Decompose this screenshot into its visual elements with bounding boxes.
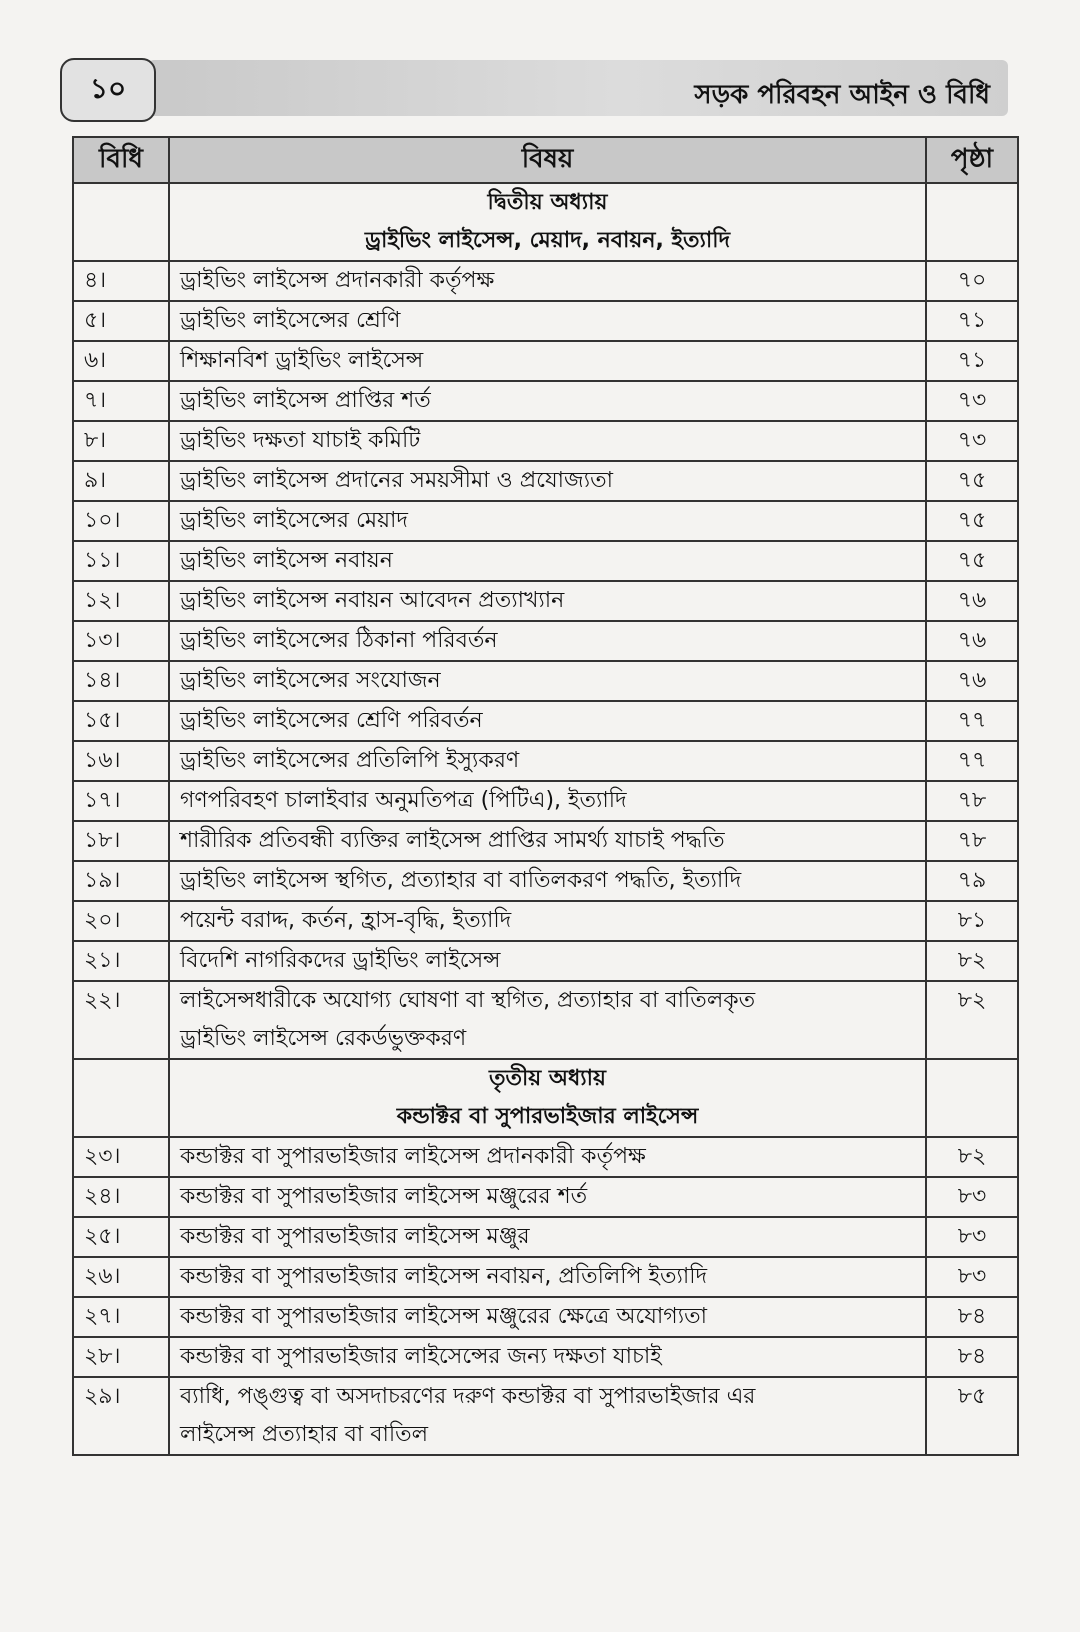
table-row [73, 421, 1018, 461]
subject-cell [169, 1177, 926, 1217]
subject-cell [169, 1377, 926, 1455]
chapter-title-cell [169, 1059, 926, 1137]
subject-cell [169, 381, 926, 421]
table-row [73, 261, 1018, 301]
subject-cell [169, 581, 926, 621]
subject-text: কন্ডাক্টর বা সুপারভাইজার লাইসেন্স প্রদানকারী কর্তৃপক্ষ [180, 1143, 646, 1169]
subject-text: ড্রাইভিং লাইসেন্স নবায়ন আবেদন প্রত্যাখ্যান [180, 587, 565, 613]
rule-number: ১৭। [73, 781, 169, 821]
chapter-page-cell [926, 183, 1018, 261]
subject-text: ড্রাইভিং লাইসেন্সের শ্রেণি [180, 307, 401, 333]
rule-number: ২৪। [73, 1177, 169, 1217]
chapter-header-row [73, 1059, 1018, 1137]
subject-text: ড্রাইভিং লাইসেন্সের সংযোজন [180, 667, 441, 693]
rule-number: ২৯। [73, 1377, 169, 1455]
subject-cell [169, 621, 926, 661]
subject-text: গণপরিবহণ চালাইবার অনুমতিপত্র (পিটিএ), ইত্যাদি [180, 787, 627, 813]
subject-cell [169, 1217, 926, 1257]
page-number-cell: ৭৮ [926, 821, 1018, 861]
chapter-number: তৃতীয় অধ্যায় [488, 1066, 607, 1091]
subject-cell [169, 541, 926, 581]
subject-cell [169, 741, 926, 781]
subject-text: শারীরিক প্রতিবন্ধী ব্যক্তির লাইসেন্স প্রাপ্তির সামর্থ্য যাচাই পদ্ধতি [180, 827, 725, 853]
rule-number: ৮। [73, 421, 169, 461]
page-number-cell: ৭০ [926, 261, 1018, 301]
subject-cell [169, 941, 926, 981]
table-row [73, 861, 1018, 901]
subject-cell [169, 1297, 926, 1337]
rule-number: ১২। [73, 581, 169, 621]
subject-cell [169, 781, 926, 821]
subject-cell [169, 821, 926, 861]
table-row [73, 501, 1018, 541]
chapter-rule-cell [73, 183, 169, 261]
subject-cell [169, 981, 926, 1059]
table-row [73, 461, 1018, 501]
table-row [73, 381, 1018, 421]
book-title: সড়ক পরিবহন আইন ও বিধি [694, 80, 990, 110]
rule-number: ১৯। [73, 861, 169, 901]
subject-cell [169, 1137, 926, 1177]
subject-cell [169, 1337, 926, 1377]
rule-number: ২৬। [73, 1257, 169, 1297]
subject-text: ড্রাইভিং লাইসেন্স প্রাপ্তির শর্ত [180, 387, 431, 413]
subject-cell [169, 701, 926, 741]
subject-text: ড্রাইভিং লাইসেন্সের মেয়াদ [180, 507, 408, 533]
subject-text: পয়েন্ট বরাদ্দ, কর্তন, হ্রাস-বৃদ্ধি, ইত্যাদি [180, 907, 512, 933]
column-header-page: পৃষ্ঠা [926, 137, 1018, 183]
rule-number: ৬। [73, 341, 169, 381]
subject-cell [169, 261, 926, 301]
subject-text: কন্ডাক্টর বা সুপারভাইজার লাইসেন্স মঞ্জুর [180, 1223, 530, 1249]
rule-number: ৯। [73, 461, 169, 501]
subject-text: ড্রাইভিং লাইসেন্সের ঠিকানা পরিবর্তন [180, 627, 498, 653]
chapter-header-row [73, 183, 1018, 261]
subject-text: ড্রাইভিং লাইসেন্স প্রদানকারী কর্তৃপক্ষ [180, 267, 495, 293]
subject-cell [169, 861, 926, 901]
table-header-row [73, 137, 1018, 183]
table-row [73, 341, 1018, 381]
subject-text-continued: ড্রাইভিং লাইসেন্স রেকর্ডভুক্তকরণ [180, 1026, 467, 1051]
subject-cell [169, 501, 926, 541]
page-number-cell: ৮৪ [926, 1297, 1018, 1337]
table-row [73, 661, 1018, 701]
subject-text: ড্রাইভিং লাইসেন্স নবায়ন [180, 547, 393, 573]
page-number-cell: ৮৪ [926, 1337, 1018, 1377]
page-number-cell: ৮৩ [926, 1217, 1018, 1257]
subject-cell [169, 1257, 926, 1297]
table-row [73, 581, 1018, 621]
table-row [73, 941, 1018, 981]
subject-text-continued: লাইসেন্স প্রত্যাহার বা বাতিল [180, 1422, 429, 1447]
subject-cell [169, 901, 926, 941]
page-number-cell: ৭৭ [926, 701, 1018, 741]
rule-number: ১৪। [73, 661, 169, 701]
subject-text: কন্ডাক্টর বা সুপারভাইজার লাইসেন্স নবায়ন, প্রতিলিপি ইত্যাদি [180, 1263, 708, 1289]
rule-number: ২৮। [73, 1337, 169, 1377]
table-row [73, 1337, 1018, 1377]
column-header-subject: বিষয় [169, 137, 926, 183]
subject-text: ড্রাইভিং লাইসেন্স স্থগিত, প্রত্যাহার বা বাতিলকরণ পদ্ধতি, ইত্যাদি [180, 867, 742, 893]
table-row [73, 1177, 1018, 1217]
subject-cell [169, 301, 926, 341]
subject-cell [169, 461, 926, 501]
page-number-cell: ৭৬ [926, 661, 1018, 701]
chapter-rule-cell [73, 1059, 169, 1137]
rule-number: ১৩। [73, 621, 169, 661]
rule-number: ২৫। [73, 1217, 169, 1257]
table-row [73, 1257, 1018, 1297]
subject-text: কন্ডাক্টর বা সুপারভাইজার লাইসেন্সের জন্য দক্ষতা যাচাই [180, 1343, 662, 1369]
rule-number: ২০। [73, 901, 169, 941]
table-row [73, 1297, 1018, 1337]
rule-number: ১৬। [73, 741, 169, 781]
subject-text: কন্ডাক্টর বা সুপারভাইজার লাইসেন্স মঞ্জুরের ক্ষেত্রে অযোগ্যতা [180, 1303, 707, 1329]
table-row [73, 1377, 1018, 1455]
table-row [73, 1137, 1018, 1177]
page-number: ১০ [60, 58, 156, 122]
page-number-cell: ৭১ [926, 341, 1018, 381]
page-number-cell: ৭৫ [926, 461, 1018, 501]
subject-text: ব্যাধি, পঙ্গুত্ব বা অসদাচরণের দরুণ কন্ডাক্টর বা সুপারভাইজার এর [180, 1384, 756, 1409]
subject-text: ড্রাইভিং লাইসেন্স প্রদানের সময়সীমা ও প্রযোজ্যতা [180, 467, 613, 493]
rule-number: ১১। [73, 541, 169, 581]
page-number-cell: ৭৮ [926, 781, 1018, 821]
subject-cell [169, 421, 926, 461]
table-row [73, 781, 1018, 821]
rule-number: ২১। [73, 941, 169, 981]
page-number-cell: ৭৩ [926, 381, 1018, 421]
page-number-cell: ৭৫ [926, 501, 1018, 541]
page-number-cell: ৮২ [926, 981, 1018, 1059]
subject-cell [169, 341, 926, 381]
page-number-cell: ৭৬ [926, 581, 1018, 621]
page-number-cell: ৮৩ [926, 1257, 1018, 1297]
column-header-rule: বিধি [73, 137, 169, 183]
rule-number: ৭। [73, 381, 169, 421]
rule-number: ৪। [73, 261, 169, 301]
page-number-cell: ৭৫ [926, 541, 1018, 581]
rule-number: ২৩। [73, 1137, 169, 1177]
subject-cell [169, 661, 926, 701]
page-number-cell: ৮৫ [926, 1377, 1018, 1455]
page-number-cell: ৭৯ [926, 861, 1018, 901]
table-row [73, 301, 1018, 341]
rule-number: ১৫। [73, 701, 169, 741]
subject-text: লাইসেন্সধারীকে অযোগ্য ঘোষণা বা স্থগিত, প্রত্যাহার বা বাতিলকৃত [180, 988, 756, 1013]
table-row [73, 821, 1018, 861]
page-number-cell: ৭৬ [926, 621, 1018, 661]
subject-text: ড্রাইভিং লাইসেন্সের প্রতিলিপি ইস্যুকরণ [180, 747, 520, 773]
rule-number: ১৮। [73, 821, 169, 861]
table-row [73, 701, 1018, 741]
table-row [73, 621, 1018, 661]
chapter-number: দ্বিতীয় অধ্যায় [487, 190, 608, 215]
chapter-title-cell [169, 183, 926, 261]
page-number-cell: ৭৩ [926, 421, 1018, 461]
table-row [73, 901, 1018, 941]
table-row [73, 981, 1018, 1059]
chapter-heading: ড্রাইভিং লাইসেন্স, মেয়াদ, নবায়ন, ইত্যাদি [364, 228, 731, 253]
page-number-cell: ৮৩ [926, 1177, 1018, 1217]
rule-number: ২৭। [73, 1297, 169, 1337]
table-row [73, 1217, 1018, 1257]
contents-body [73, 183, 1018, 1455]
subject-text: ড্রাইভিং লাইসেন্সের শ্রেণি পরিবর্তন [180, 707, 483, 733]
rule-number: ১০। [73, 501, 169, 541]
page-number-cell: ৭৭ [926, 741, 1018, 781]
page-number-cell: ৭১ [926, 301, 1018, 341]
chapter-page-cell [926, 1059, 1018, 1137]
page-number-cell: ৮২ [926, 1137, 1018, 1177]
subject-text: বিদেশি নাগরিকদের ড্রাইভিং লাইসেন্স [180, 947, 501, 973]
rule-number: ৫। [73, 301, 169, 341]
table-row [73, 541, 1018, 581]
subject-text: শিক্ষানবিশ ড্রাইভিং লাইসেন্স [180, 347, 424, 373]
page-number-cell: ৮২ [926, 941, 1018, 981]
page-number-cell: ৮১ [926, 901, 1018, 941]
table-row [73, 741, 1018, 781]
chapter-heading: কন্ডাক্টর বা সুপারভাইজার লাইসেন্স [396, 1104, 699, 1129]
rule-number: ২২। [73, 981, 169, 1059]
subject-text: ড্রাইভিং দক্ষতা যাচাই কমিটি [180, 427, 421, 453]
contents-table [72, 136, 1019, 1456]
subject-text: কন্ডাক্টর বা সুপারভাইজার লাইসেন্স মঞ্জুরের শর্ত [180, 1183, 588, 1209]
